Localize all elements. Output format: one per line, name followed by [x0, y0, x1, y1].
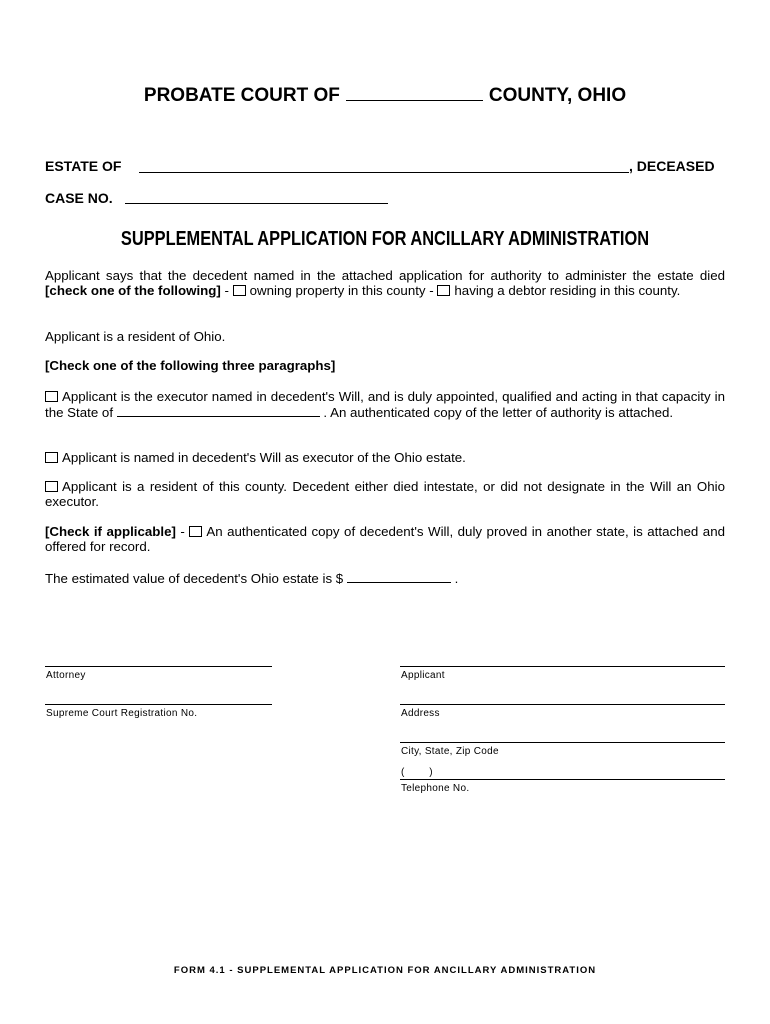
court-header [0, 84, 770, 107]
court-header-suffix: COUNTY, OHIO [488, 85, 627, 106]
case-no-field[interactable] [125, 203, 388, 204]
paragraph-text: The estimated value of decedent's Ohio estate is $ [45, 571, 344, 586]
paragraph-resident: Applicant is a resident of Ohio. [45, 329, 226, 344]
paragraph-bold-text: [Check if applicable] [45, 524, 176, 539]
city-state-zip-line[interactable] [400, 742, 725, 743]
estate-name-field[interactable] [139, 172, 629, 173]
owning-property-checkbox[interactable] [233, 285, 246, 296]
case-no-label: CASE NO. [45, 190, 113, 206]
form-footer: FORM 4.1 - SUPPLEMENTAL APPLICATION FOR ANCILLARY ADMINISTRATION [173, 965, 597, 976]
area-code-parens: ( ) [401, 767, 433, 778]
telephone-line[interactable] [400, 779, 725, 780]
debtor-residing-checkbox[interactable] [437, 285, 450, 296]
paragraph-text: Applicant is named in decedent's Will as executor of the Ohio estate. [62, 450, 466, 465]
estimated-value-field[interactable] [347, 570, 451, 583]
debtor-residing-label: having a debtor residing in this county. [454, 283, 681, 298]
ohio-executor-checkbox[interactable] [45, 452, 58, 463]
paragraph-decedent [45, 268, 725, 298]
paragraph-will-attached [45, 524, 725, 554]
paragraph-text: . [454, 571, 459, 586]
registration-line[interactable] [45, 704, 272, 705]
county-blank-field[interactable] [346, 84, 483, 101]
address-label: Address [401, 708, 440, 719]
telephone-label: Telephone No. [401, 783, 470, 794]
registration-label: Supreme Court Registration No. [46, 708, 198, 719]
attorney-signature-line[interactable] [45, 666, 272, 667]
paragraph-text: An authenticated copy of decedent's Will, duly proved in another state, is attached and offered for record. [45, 524, 725, 554]
county-resident-checkbox[interactable] [45, 481, 58, 492]
court-header-prefix: PROBATE COURT OF [143, 85, 340, 106]
paragraph-check-instruction: [Check one of the following three paragraphs] [45, 358, 336, 373]
paragraph-text: Applicant says that the decedent named in the attached application for authority to administer the estate died [45, 268, 725, 283]
state-field[interactable] [117, 404, 320, 417]
will-attached-checkbox[interactable] [189, 526, 202, 537]
paragraph-ohio-executor [45, 450, 725, 465]
executor-named-checkbox[interactable] [45, 391, 58, 402]
applicant-signature-line[interactable] [400, 666, 725, 667]
owning-property-label: owning property in this county - [249, 283, 434, 298]
estate-of-label: ESTATE OF [45, 158, 122, 174]
dash: - [220, 283, 233, 298]
form-title: SUPPLEMENTAL APPLICATION FOR ANCILLARY ADMINISTRATION [120, 228, 650, 250]
paragraph-executor-named [45, 389, 725, 420]
paragraph-text: . An authenticated copy of the letter of authority is attached. [323, 405, 674, 420]
dash: - [175, 524, 190, 539]
attorney-label: Attorney [46, 670, 86, 681]
paragraph-text: Applicant is the executor named in decedent's Will, and is duly appointed, qualified and acting in that capacity in the State of [45, 389, 725, 420]
paragraph-estimated-value [45, 570, 725, 586]
deceased-label: , DECEASED [629, 158, 715, 174]
paragraph-text: Applicant is a resident of this county. Decedent either died intestate, or did not designate in the Will an Ohio executor. [45, 479, 725, 509]
applicant-label: Applicant [401, 670, 445, 681]
city-state-zip-label: City, State, Zip Code [401, 746, 499, 757]
paragraph-bold-text: [check one of the following] [45, 283, 221, 298]
paragraph-county-resident [45, 479, 725, 509]
address-line[interactable] [400, 704, 725, 705]
